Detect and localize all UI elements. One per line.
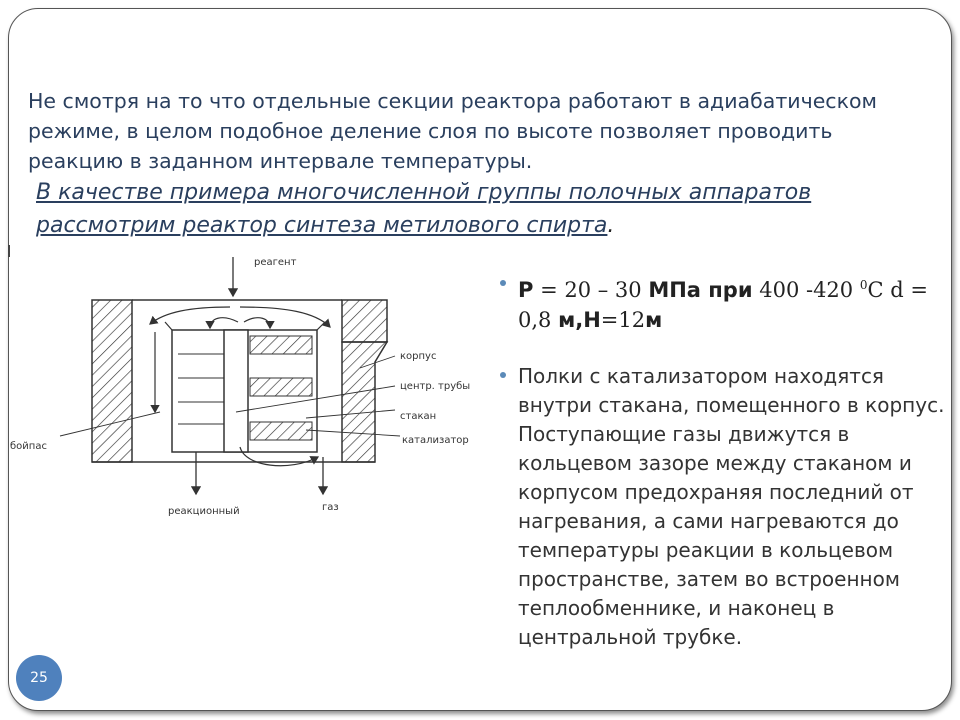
- param-degree: 0: [859, 278, 868, 292]
- description-text: Полки с катализатором находятся внутри стакана, помещенного в корпус. Поступающие газы движутся в кольцевом зазоре между стаканом и корпусом предохраняя последний от нагревания, а сами нагреваются до температуры реакции в кольцевом пространстве, затем во встроенном теплообменнике, и наконец в центральной трубке.: [518, 364, 945, 649]
- label-catalyst: катализатор: [402, 435, 469, 446]
- central-tube: [224, 330, 248, 452]
- label-reaction: реакционный: [168, 506, 240, 517]
- label-gas: газ: [322, 502, 339, 513]
- bullet-list: [500, 270, 952, 652]
- page-number-badge: 25: [16, 655, 62, 701]
- intro-paragraph: Не смотря на то что отдельные секции реактора работают в адиабатическом режиме, в целом подобное деление слоя по высоте позволяет проводить реакцию в заданном интервале температуры.: [28, 89, 877, 173]
- param-mpa: МПа при: [648, 278, 753, 302]
- bullet-description: [500, 362, 952, 652]
- label-bypass: бойпас: [10, 441, 47, 452]
- param-h-val: =12: [600, 308, 646, 332]
- example-underlined-text: В качестве примера многочисленной группы полочных аппаратов рассмотрим реактор синтеза метилового спирта: [36, 180, 812, 238]
- param-c-d: С d = 0,8: [518, 278, 928, 332]
- param-p: Р: [518, 278, 534, 302]
- label-tubes: центр. трубы: [400, 381, 471, 392]
- param-m: м: [645, 308, 663, 332]
- bullet-dot-icon: [500, 372, 506, 378]
- bullet-parameters: [500, 270, 952, 335]
- param-temp-range: 400 -420: [752, 278, 860, 302]
- bullet-dot-icon: [500, 280, 506, 286]
- param-m-h: м,Н: [558, 308, 601, 332]
- label-reagent: реагент: [254, 257, 297, 268]
- label-korpus: корпус: [400, 351, 437, 362]
- example-sentence: [28, 176, 908, 242]
- label-stakan: стакан: [400, 411, 437, 422]
- example-period: .: [607, 213, 615, 238]
- intro-text-block: [28, 86, 908, 242]
- param-p-range: = 20 – 30: [533, 278, 649, 302]
- reactor-diagram: [0, 252, 500, 522]
